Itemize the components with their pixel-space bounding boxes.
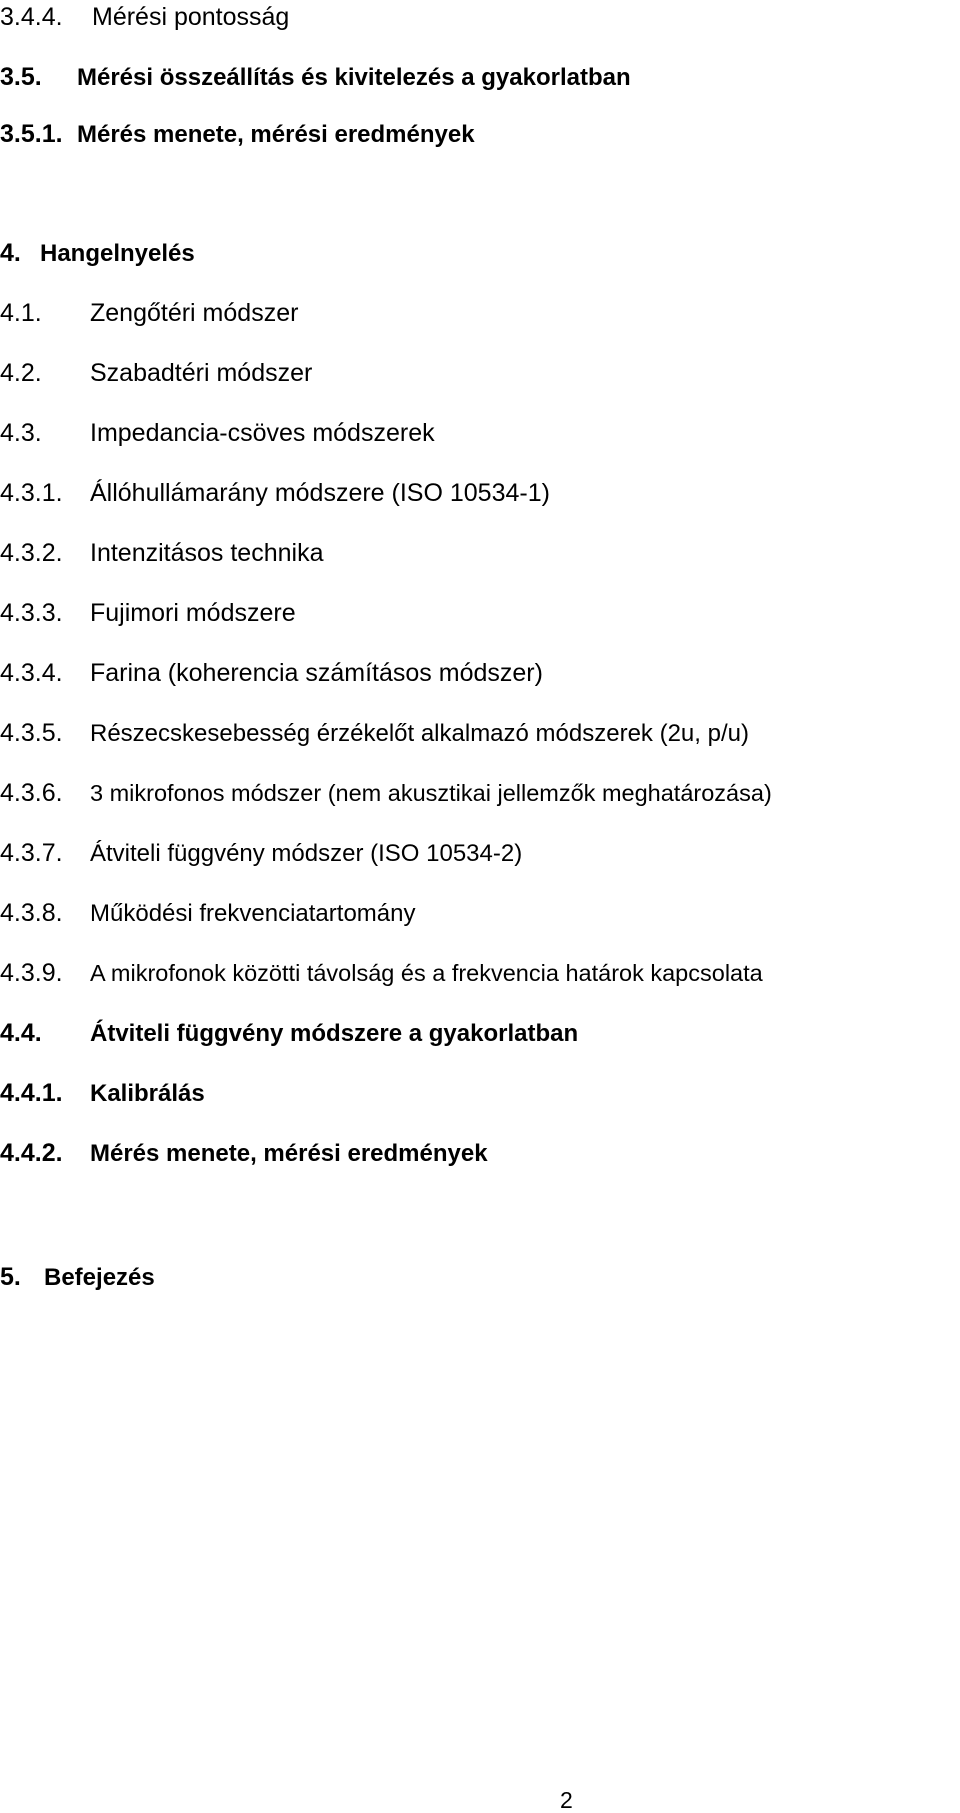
toc-entry xyxy=(0,898,415,928)
toc-title: Állóhullámarány módszere (ISO 10534-1) xyxy=(90,479,550,507)
toc-entry xyxy=(0,1018,578,1048)
toc-entry xyxy=(0,1262,155,1292)
toc-title: Szabadtéri módszer xyxy=(90,359,313,387)
toc-entry xyxy=(0,778,772,808)
toc-title: Mérés menete, mérési eredmények xyxy=(90,1140,488,1167)
toc-title: Mérés menete, mérési eredmények xyxy=(77,121,475,148)
toc-entry xyxy=(0,598,296,628)
toc-entry xyxy=(0,838,522,868)
toc-number: 5. xyxy=(0,1263,21,1291)
page-number: 2 xyxy=(560,1787,573,1813)
toc-entry xyxy=(0,958,763,988)
toc-title: Részecskesebesség érzékelőt alkalmazó módszerek (2u, p/u) xyxy=(90,720,749,747)
toc-number: 4.3. xyxy=(0,419,42,447)
toc-title: Mérési összeállítás és kivitelezés a gyakorlatban xyxy=(77,64,631,91)
toc-entry xyxy=(0,538,323,568)
toc-entry xyxy=(0,298,298,328)
toc-entry xyxy=(0,2,289,32)
toc-number: 4.3.8. xyxy=(0,899,63,927)
toc-entry xyxy=(0,1138,488,1168)
toc-title: Befejezés xyxy=(44,1264,155,1291)
toc-title: Átviteli függvény módszere a gyakorlatban xyxy=(90,1020,579,1047)
toc-title: Fujimori módszere xyxy=(90,599,296,627)
toc-number: 4.4.1. xyxy=(0,1079,63,1107)
toc-number: 4.3.2. xyxy=(0,539,63,567)
toc-entry xyxy=(0,358,312,388)
toc-title: Intenzitásos technika xyxy=(90,539,324,567)
toc-title: 3 mikrofonos módszer (nem akusztikai jellemzők meghatározása) xyxy=(90,780,772,806)
toc-entry xyxy=(0,718,749,748)
toc-entry xyxy=(0,62,631,92)
toc-number: 4.4.2. xyxy=(0,1139,63,1167)
toc-number: 4.3.5. xyxy=(0,719,63,747)
toc-number: 4.3.9. xyxy=(0,959,63,987)
toc-number: 4.3.6. xyxy=(0,779,63,807)
toc-number: 4.3.4. xyxy=(0,659,63,687)
toc-title: Működési frekvenciatartomány xyxy=(90,900,416,927)
toc-title: Hangelnyelés xyxy=(40,240,195,267)
toc-entry xyxy=(0,119,475,149)
toc-entry xyxy=(0,478,550,508)
toc-entry xyxy=(0,418,435,448)
toc-number: 4.3.3. xyxy=(0,599,63,627)
toc-title: Farina (koherencia számításos módszer) xyxy=(90,659,543,687)
toc-number: 3.5. xyxy=(0,63,42,91)
toc-number: 4.4. xyxy=(0,1019,42,1047)
toc-number: 4.2. xyxy=(0,359,42,387)
toc-entry xyxy=(0,658,543,688)
toc-title: A mikrofonok közötti távolság és a frekvencia határok kapcsolata xyxy=(90,960,763,986)
toc-title: Zengőtéri módszer xyxy=(90,299,299,327)
toc-entry xyxy=(0,1078,205,1108)
toc-number: 4.1. xyxy=(0,299,42,327)
toc-number: 4. xyxy=(0,239,21,267)
toc-number: 4.3.1. xyxy=(0,479,63,507)
toc-number: 3.5.1. xyxy=(0,120,63,148)
toc-number: 4.3.7. xyxy=(0,839,63,867)
toc-entry xyxy=(0,238,195,268)
toc-title: Átviteli függvény módszer (ISO 10534-2) xyxy=(90,840,523,867)
toc-title: Mérési pontosság xyxy=(92,3,290,31)
toc-title: Impedancia-csöves módszerek xyxy=(90,419,435,447)
toc-number: 3.4.4. xyxy=(0,3,63,31)
toc-title: Kalibrálás xyxy=(90,1080,205,1107)
